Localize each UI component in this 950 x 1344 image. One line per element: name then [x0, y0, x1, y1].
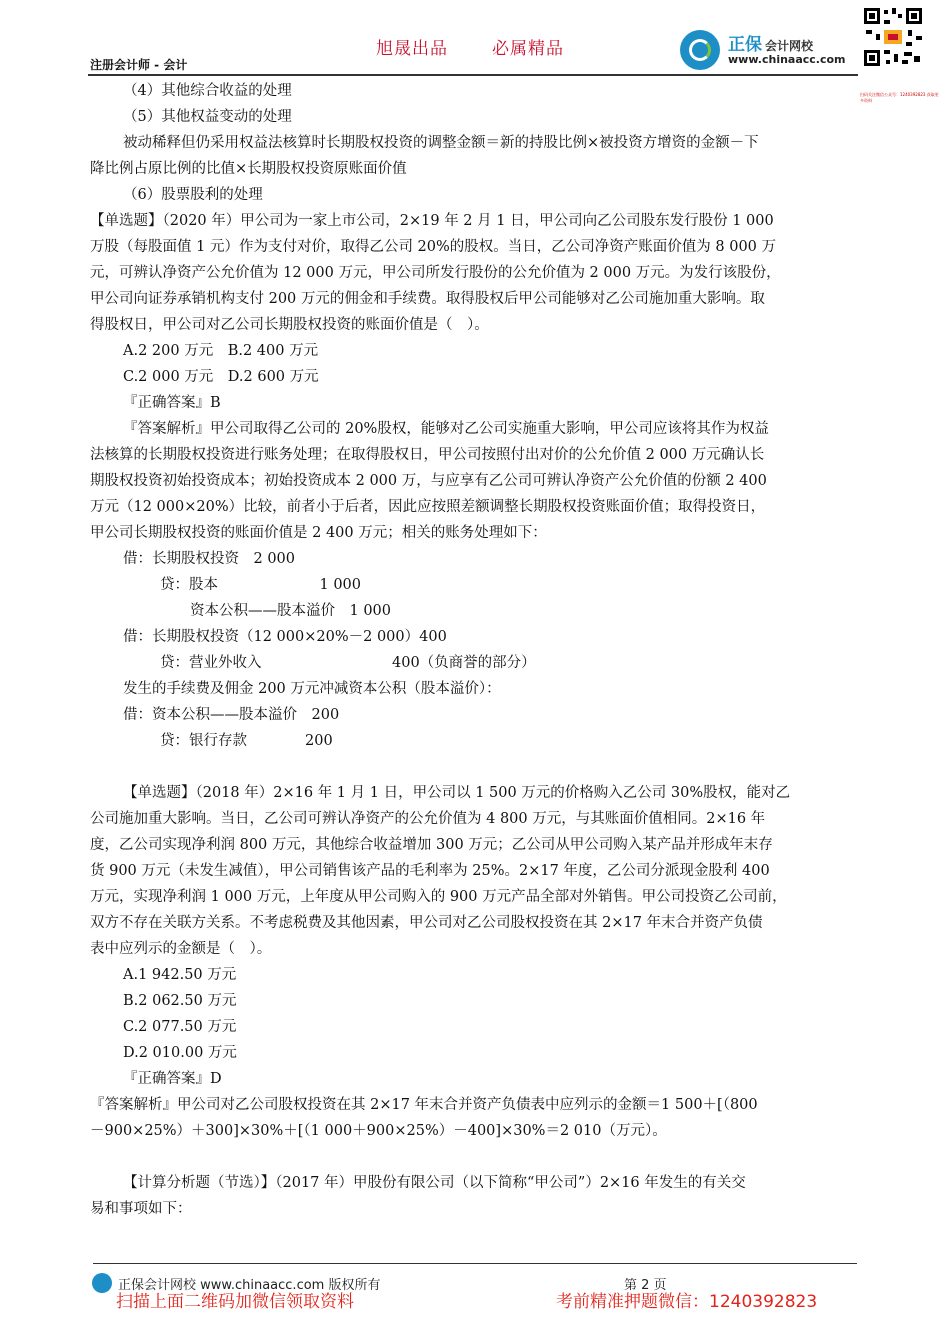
footer-copyright: 正保会计网校 www.chinaacc.com 版权所有 — [118, 1278, 381, 1293]
journal-line: 贷：银行存款 200 — [160, 733, 333, 749]
text-line: 发生的手续费及佣金 200 万元冲减资本公积（股本溢价）： — [123, 681, 501, 697]
journal-line: 借：长期股权投资（12 000×20%－2 000）400 — [123, 629, 447, 645]
text-line: 甲公司向证券承销机构支付 200 万元的佣金和手续费。取得股权后甲公司能够对乙公司施加重大影响。取 — [90, 291, 765, 307]
footer-divider — [93, 1263, 857, 1264]
text-line: （6）股票股利的处理 — [123, 187, 263, 203]
page-number: 第 2 页 — [624, 1278, 667, 1293]
option-line: B.2 062.50 万元 — [123, 993, 237, 1009]
slogan-right: 必属精品 — [492, 39, 564, 59]
text-line: （4）其他综合收益的处理 — [123, 83, 292, 99]
option-line: C.2 077.50 万元 — [123, 1019, 237, 1035]
text-line: 被动稀释但仍采用权益法核算时长期股权投资的调整金额＝新的持股比例×被投资方增资的金额－下 — [123, 135, 759, 151]
scan-qr-text: 扫描上面二维码加微信领取资料 — [116, 1292, 354, 1312]
wechat-text: 考前精准押题微信：1240392823 — [556, 1292, 818, 1312]
text-line: 表中应列示的金额是（ ）。 — [90, 941, 272, 957]
logo-name: 正保 会计网校 — [728, 35, 814, 55]
option-line: A.2 200 万元 B.2 400 万元 — [123, 343, 319, 359]
text-line: 货 900 万元（未发生减值），甲公司销售该产品的毛利率为 25%。2×17 年度，乙公司分派现金股利 400 — [90, 863, 770, 879]
answer-line: 『正确答案』D — [123, 1071, 222, 1087]
text-line: 法核算的长期股权投资进行账务处理；在取得股权日，甲公司按照付出对价的公允价值 2 000 万元确认长 — [90, 447, 765, 463]
journal-line: 借：资本公积——股本溢价 200 — [123, 707, 340, 723]
footer-logo-icon — [92, 1273, 112, 1293]
text-line: 双方不存在关联方关系。不考虑税费及其他因素，甲公司对乙公司股权投资在其 2×17 年末合并资产负债 — [90, 915, 763, 931]
logo-url: www.chinaacc.com — [728, 53, 846, 66]
text-line: 万股（每股面值 1 元）作为支付对价，取得乙公司 20%的股权。当日，乙公司净资产账面价值为 8 000 万 — [90, 239, 777, 255]
analysis-line: 『答案解析』甲公司对乙公司股权投资在其 2×17 年末合并资产负债表中应列示的金额＝1 500＋[（800 — [90, 1097, 758, 1113]
question-1-line: 【单选题】（2020 年）甲公司为一家上市公司，2×19 年 2 月 1 日，甲公司向乙公司股东发行股份 1 000 — [90, 213, 774, 229]
qr-code-icon[interactable] — [862, 6, 924, 68]
logo-icon — [680, 30, 720, 70]
question-2-line: 【单选题】（2018 年）2×16 年 1 月 1 日，甲公司以 1 500 万元的价格购入乙公司 30%股权，能对乙 — [123, 785, 791, 801]
chinaacc-logo[interactable] — [680, 28, 860, 72]
option-line: A.1 942.50 万元 — [123, 967, 237, 983]
text-line: 甲公司长期股权投资的账面价值是 2 400 万元；相关的账务处理如下： — [90, 525, 547, 541]
course-title: 注册会计师 - 会计 — [90, 58, 188, 72]
header-divider — [88, 74, 858, 76]
analysis-line: 『答案解析』甲公司取得乙公司的 20%股权，能够对乙公司实施重大影响，甲公司应该将其作为权益 — [123, 421, 769, 437]
header-slogan — [376, 34, 608, 59]
text-line: 期股权投资初始投资成本；初始投资成本 2 000 万，与应享有乙公司可辨认净资产公允价值的份额 2 400 — [90, 473, 767, 489]
journal-line: 贷：营业外收入 400（负商誉的部分） — [160, 655, 536, 671]
text-line: （5）其他权益变动的处理 — [123, 109, 292, 125]
option-line: D.2 010.00 万元 — [123, 1045, 237, 1061]
journal-line: 资本公积——股本溢价 1 000 — [190, 603, 392, 619]
text-line: 得股权日，甲公司对乙公司长期股权投资的账面价值是（ ）。 — [90, 317, 489, 333]
journal-line: 贷：股本 1 000 — [160, 577, 362, 593]
journal-line: 借：长期股权投资 2 000 — [123, 551, 296, 567]
text-line: 度，乙公司实现净利润 800 万元，其他综合收益增加 300 万元；乙公司从甲公司购入某产品并形成年末存 — [90, 837, 773, 853]
option-line: C.2 000 万元 D.2 600 万元 — [123, 369, 319, 385]
text-line: －900×25%）＋300]×30%＋[（1 000＋900×25%）－400]×30%＝2 010（万元）。 — [90, 1123, 667, 1139]
text-line: 降比例占原比例的比值×长期股权投资原账面价值 — [90, 161, 407, 177]
text-line: 万元（12 000×20%）比较，前者小于后者，因此应按照差额调整长期股权投资账面价值；取得投资日， — [90, 499, 766, 515]
text-line: 元，可辨认净资产公允价值为 12 000 万元，甲公司所发行股份的公允价值为 2 000 万元。为发行该股份， — [90, 265, 781, 281]
question-3-line: 【计算分析题（节选）】（2017 年）甲股份有限公司（以下简称“甲公司”）2×16 年发生的有关交 — [123, 1175, 746, 1191]
document-body — [90, 78, 862, 1222]
qr-note: 扫码关注微信公众号：1240392823 获取更多资料 — [860, 92, 939, 103]
text-line: 易和事项如下： — [90, 1201, 192, 1217]
text-line: 万元，实现净利润 1 000 万元，上年度从甲公司购入的 900 万元产品全部对外销售。甲公司投资乙公司前， — [90, 889, 787, 905]
slogan-left: 旭晟出品 — [376, 39, 448, 59]
text-line: 公司施加重大影响。当日，乙公司可辨认净资产的公允价值为 4 800 万元，与其账面价值相同。2×16 年 — [90, 811, 766, 827]
answer-line: 『正确答案』B — [123, 395, 221, 411]
